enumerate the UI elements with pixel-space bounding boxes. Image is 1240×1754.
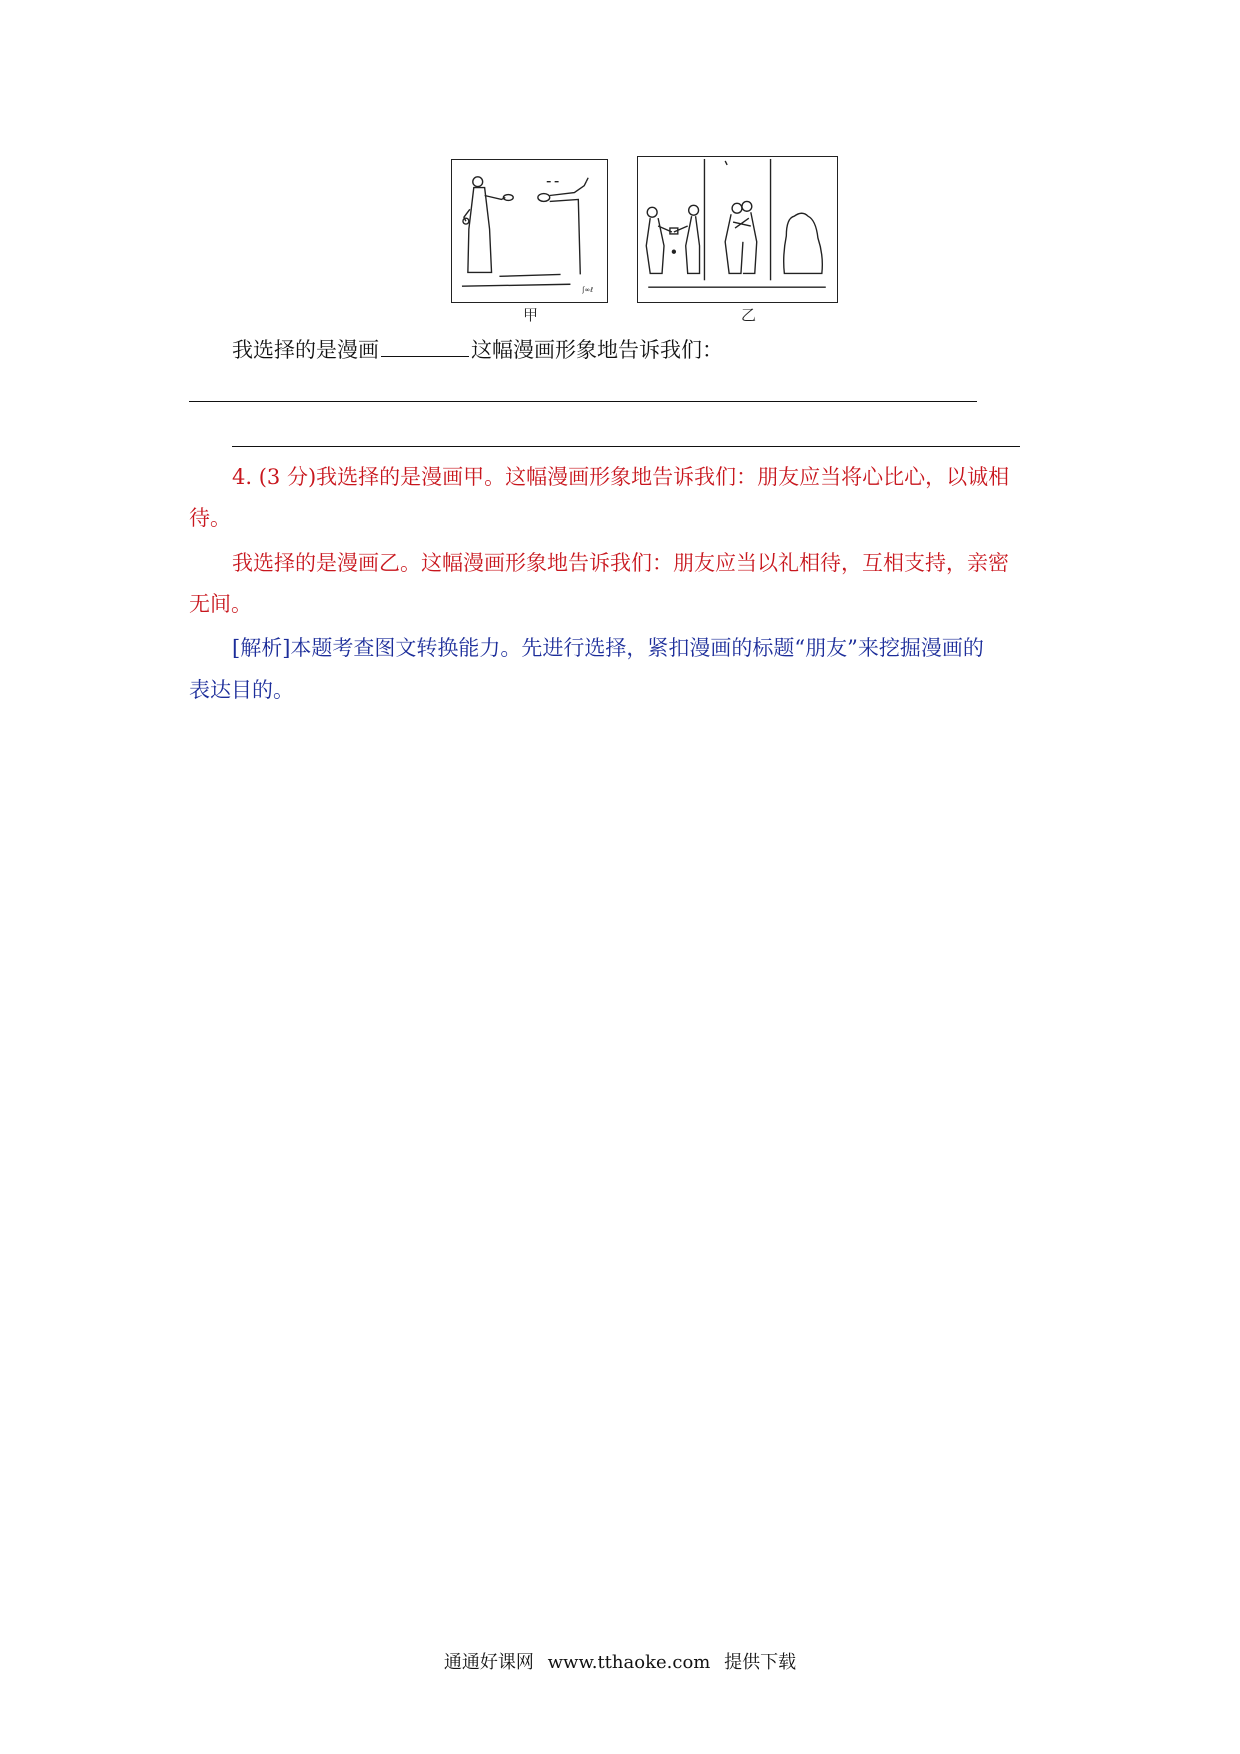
writing-line-1[interactable] bbox=[189, 401, 977, 402]
answer-line-4: 无间。 bbox=[189, 592, 252, 616]
svg-text:ʃ∞ℓ: ʃ∞ℓ bbox=[582, 286, 594, 295]
answer-line-3: 我选择的是漫画乙。这幅漫画形象地告诉我们：朋友应当以礼相待，互相支持，亲密 bbox=[232, 551, 1009, 575]
panel-label-yi: 乙 bbox=[741, 306, 757, 324]
cartoon-two-figures-reaching-icon bbox=[452, 160, 607, 302]
answer-blank[interactable] bbox=[381, 355, 469, 357]
analysis-line-1: [解析]本题考查图文转换能力。先进行选择，紧扣漫画的标题“朋友”来挖掘漫画的 bbox=[232, 636, 984, 660]
cartoon-three-stages-embrace-icon bbox=[638, 157, 837, 302]
answer-line-1: 4. (3 分)我选择的是漫画甲。这幅漫画形象地告诉我们：朋友应当将心比心，以诚相 bbox=[232, 465, 1010, 489]
prompt-after-blank: 这幅漫画形象地告诉我们： bbox=[471, 338, 723, 362]
writing-line-2[interactable] bbox=[232, 446, 1020, 447]
cartoon-panel-yi bbox=[637, 156, 838, 303]
panel-label-jia: 甲 bbox=[523, 306, 539, 324]
question-prompt bbox=[232, 340, 723, 361]
prompt-before-blank: 我选择的是漫画 bbox=[232, 338, 379, 362]
footer-url[interactable]: www.tthaoke.com bbox=[547, 1652, 711, 1673]
page-footer bbox=[0, 1648, 1240, 1674]
footer-site-name: 通通好课网 bbox=[443, 1652, 534, 1673]
answer-line-2: 待。 bbox=[189, 506, 231, 530]
cartoon-panel-jia bbox=[451, 159, 608, 303]
footer-action: 提供下载 bbox=[724, 1652, 797, 1673]
analysis-line-2: 表达目的。 bbox=[189, 678, 294, 702]
